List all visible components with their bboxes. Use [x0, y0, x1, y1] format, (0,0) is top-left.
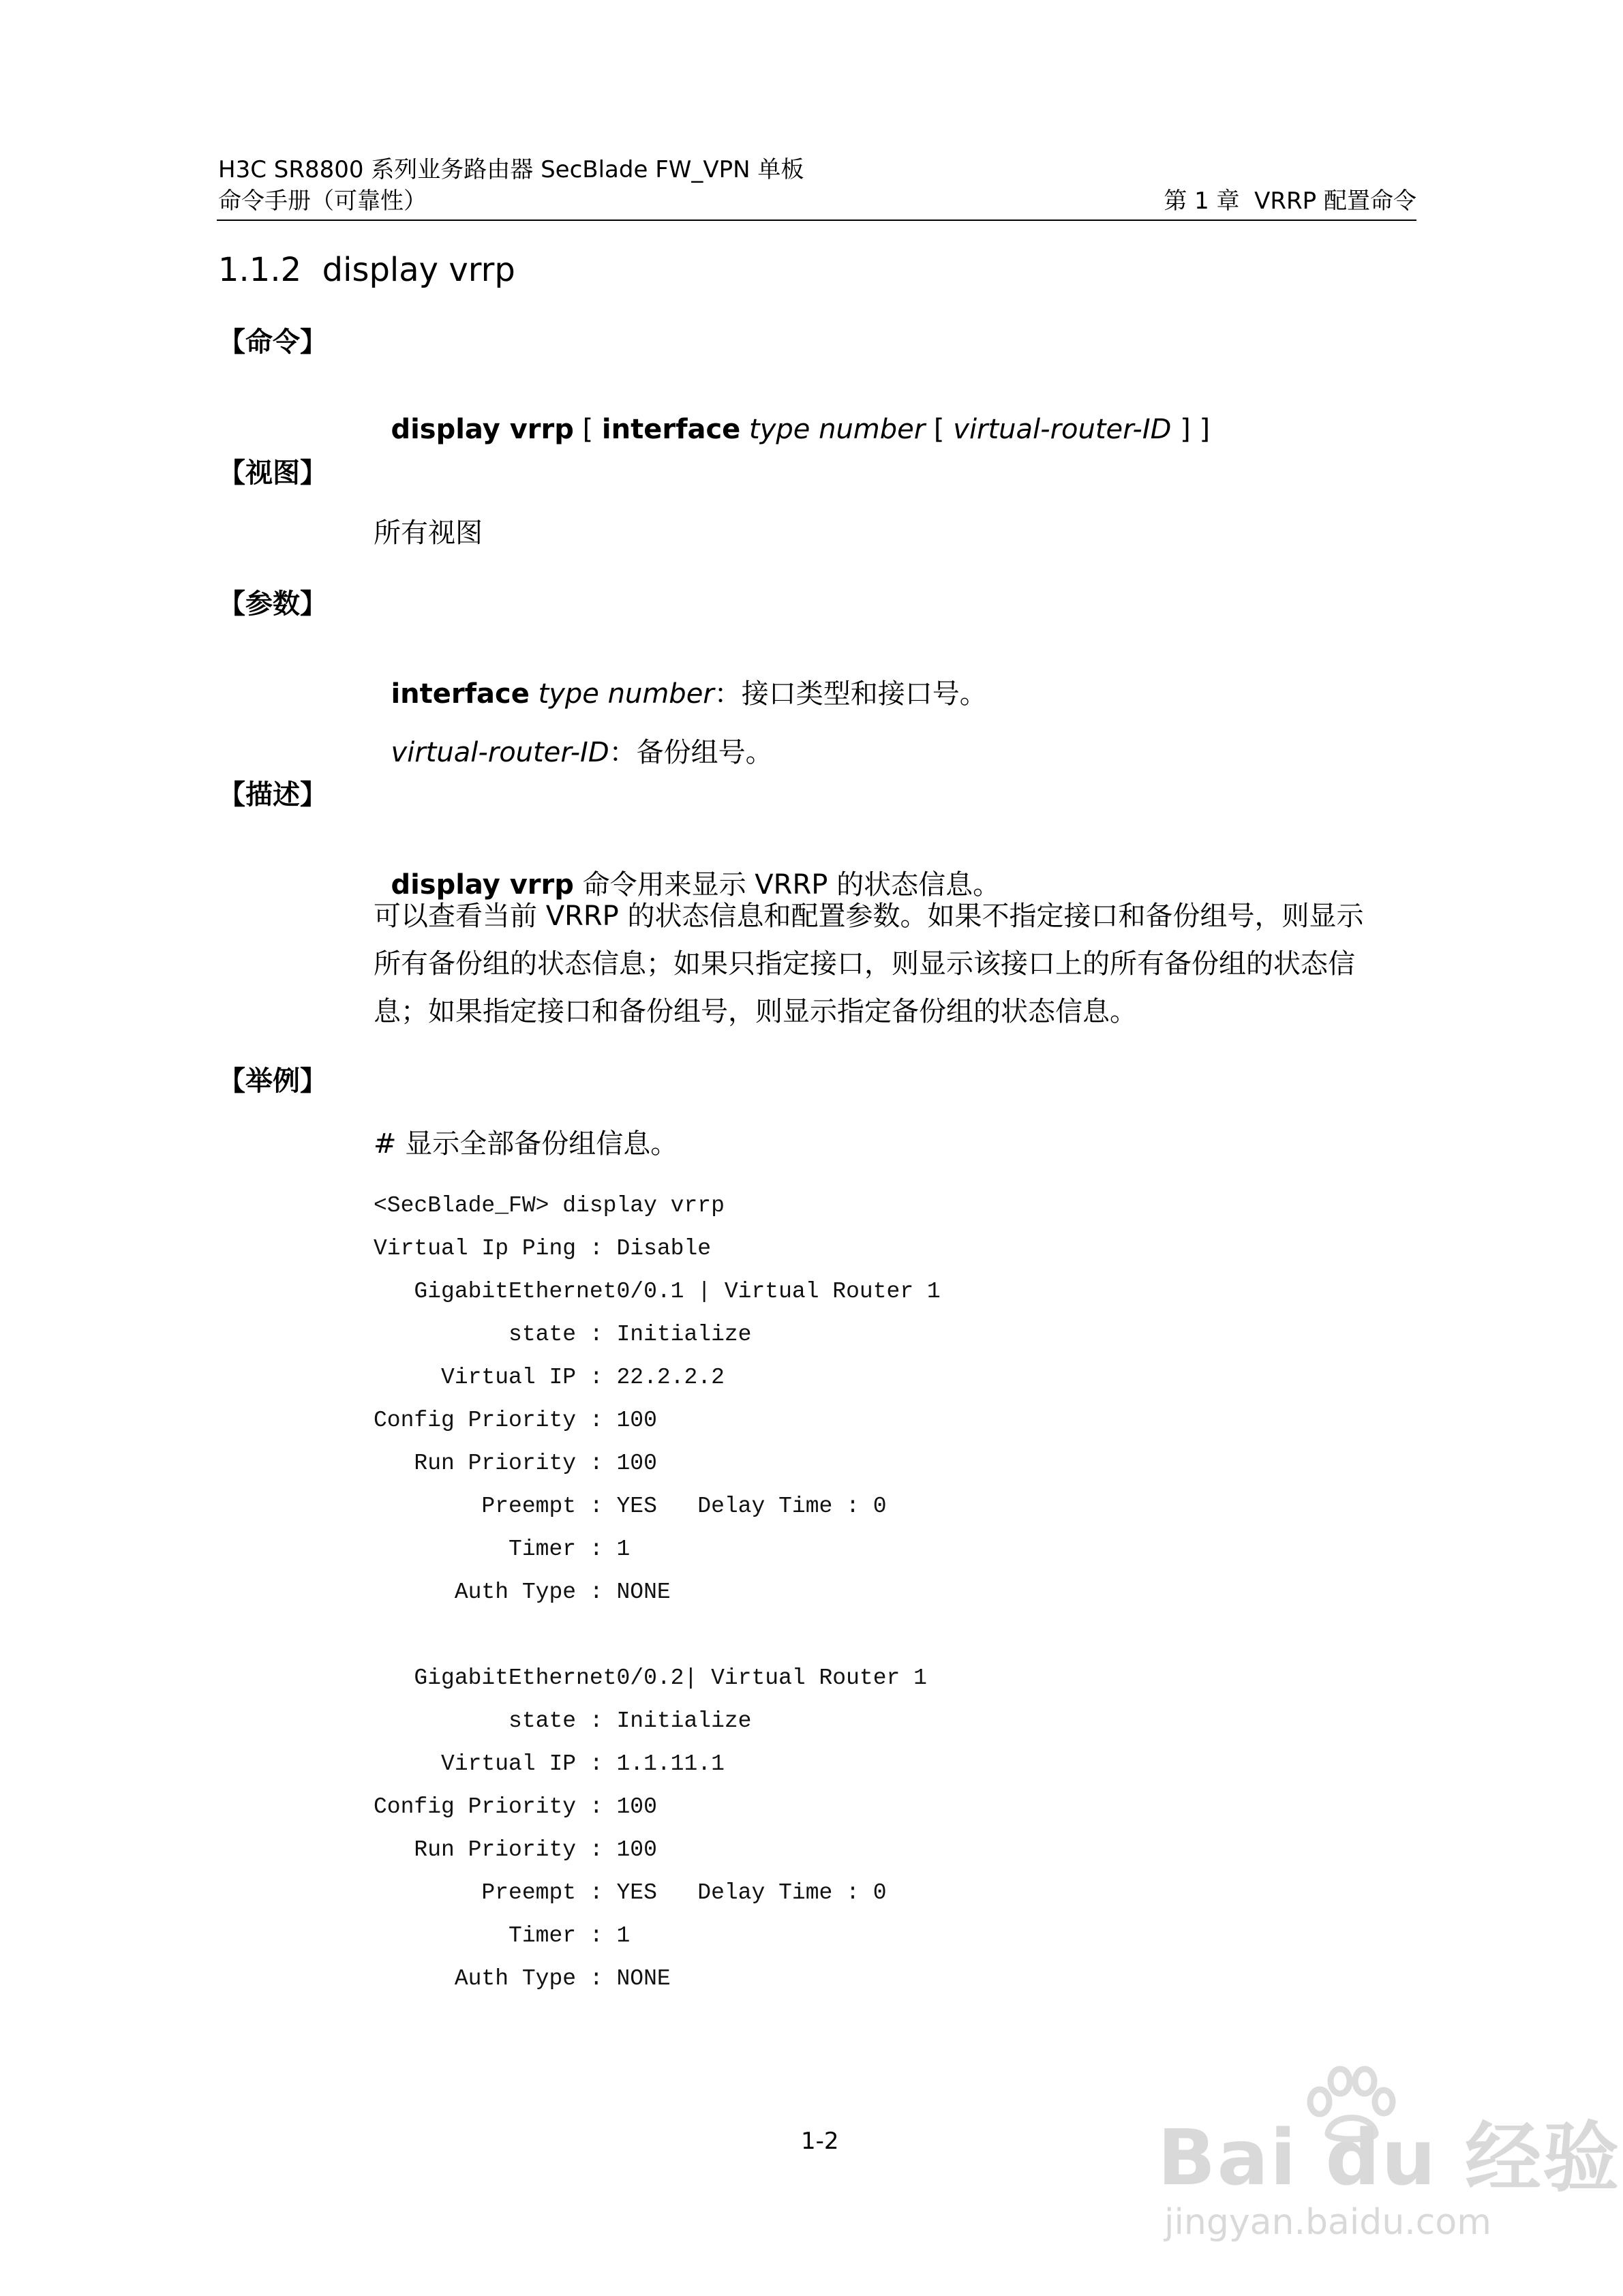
watermark-brand: Bai du 经验: [1157, 2114, 1621, 2203]
code-line: Config Priority : 100: [374, 1408, 657, 1433]
label-description: 【描述】: [218, 779, 327, 811]
syntax-bracket-close: ] ]: [1171, 414, 1211, 445]
header-chapter: 第 1 章 VRRP 配置命令: [1164, 187, 1416, 215]
syntax-keyword-interface: interface: [601, 414, 741, 445]
syntax-arg-vrid: virtual-router-ID: [953, 414, 1172, 445]
label-command: 【命令】: [218, 327, 327, 358]
code-line: <SecBlade_FW> display vrrp: [374, 1193, 725, 1218]
header-title-line2: 命令手册（可靠性）: [218, 187, 427, 215]
label-example: 【举例】: [218, 1066, 327, 1097]
code-line: GigabitEthernet0/0.1 | Virtual Router 1: [374, 1279, 941, 1304]
example-comment: # 显示全部备份组信息。: [374, 1128, 678, 1160]
command-syntax: [374, 389, 1210, 443]
param-interface-arg: type number: [538, 678, 714, 710]
syntax-bracket: [: [573, 414, 602, 445]
description-para-line2: 所有备份组的状态信息；如果只指定接口，则显示该接口上的所有备份组的状态信: [374, 948, 1355, 980]
view-text: 所有视图: [374, 517, 483, 549]
code-line: Virtual IP : 1.1.11.1: [374, 1751, 725, 1777]
code-line: Timer : 1: [374, 1923, 631, 1948]
code-line: Virtual Ip Ping : Disable: [374, 1236, 712, 1261]
description-para-line3: 息；如果指定接口和备份组号，则显示指定备份组的状态信息。: [374, 996, 1137, 1027]
syntax-arg-type-number: type number: [749, 414, 926, 445]
description-command: display vrrp: [391, 869, 574, 901]
description-line1: [374, 844, 1001, 901]
code-line: Virtual IP : 22.2.2.2: [374, 1365, 725, 1390]
code-line: GigabitEthernet0/0.2| Virtual Router 1: [374, 1665, 927, 1691]
syntax-bracket: [: [925, 414, 954, 445]
header-rule: [217, 220, 1416, 221]
code-line: Preempt : YES Delay Time : 0: [374, 1880, 887, 1905]
param-interface: [374, 653, 987, 708]
code-line: Auth Type : NONE: [374, 1966, 671, 1991]
code-line: Run Priority : 100: [374, 1837, 657, 1862]
header-title-line1: H3C SR8800 系列业务路由器 SecBlade FW_VPN 单板: [218, 156, 804, 183]
code-line: Preempt : YES Delay Time : 0: [374, 1494, 887, 1519]
code-line: Auth Type : NONE: [374, 1580, 671, 1605]
param-space: [530, 678, 539, 710]
code-line: state : Initialize: [374, 1322, 752, 1347]
description-line1-rest: 命令用来显示 VRRP 的状态信息。: [573, 869, 1001, 901]
code-line: Run Priority : 100: [374, 1451, 657, 1476]
param-vrid-desc: ：备份组号。: [609, 737, 773, 768]
syntax-keyword-display-vrrp: display vrrp: [391, 414, 574, 445]
param-vrid: [374, 712, 773, 766]
watermark-url: jingyan.baidu.com: [1164, 2202, 1491, 2243]
code-line: Timer : 1: [374, 1537, 631, 1562]
param-interface-desc: ：接口类型和接口号。: [714, 678, 987, 710]
param-vrid-arg: virtual-router-ID: [391, 737, 609, 768]
label-params: 【参数】: [218, 588, 327, 620]
page-number: 1-2: [801, 2128, 839, 2155]
label-view: 【视图】: [218, 457, 327, 489]
param-interface-keyword: interface: [391, 678, 530, 710]
syntax-space: [740, 414, 749, 445]
section-title: 1.1.2 display vrrp: [218, 251, 515, 289]
code-line: state : Initialize: [374, 1708, 752, 1734]
description-para-line1: 可以查看当前 VRRP 的状态信息和配置参数。如果不指定接口和备份组号，则显示: [374, 901, 1364, 932]
code-line: Config Priority : 100: [374, 1794, 657, 1819]
